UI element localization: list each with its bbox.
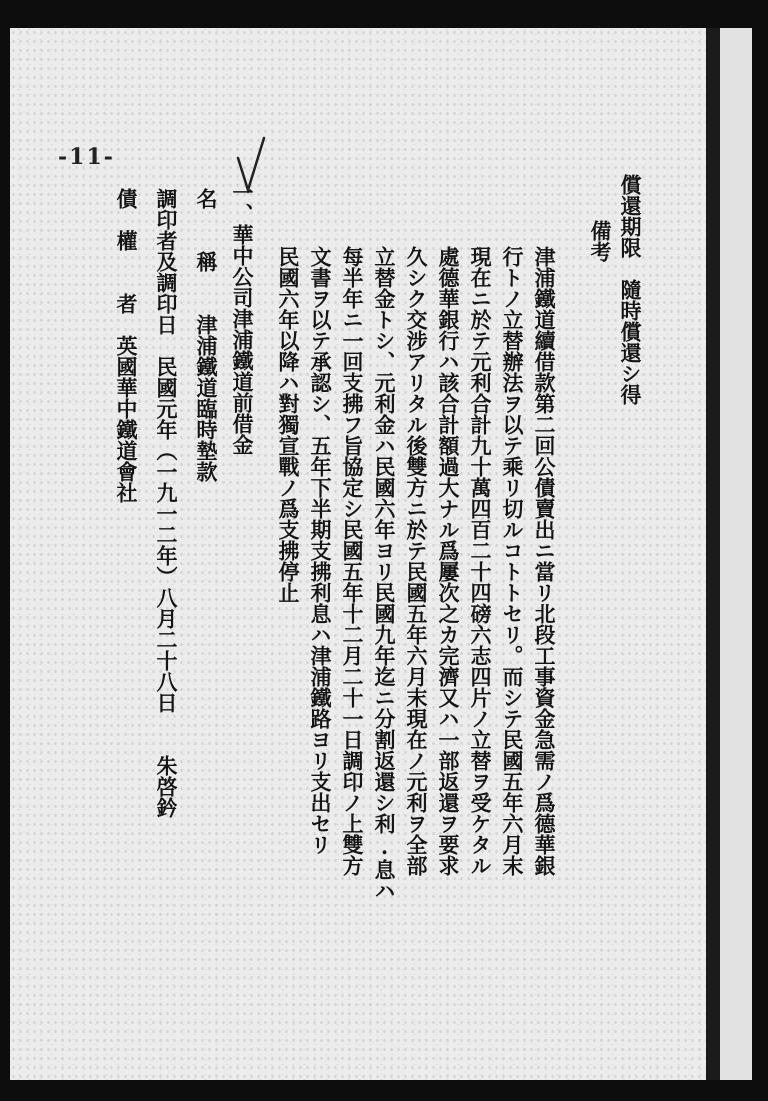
- name-line: 名 稱 津浦鐵道臨時墊款: [194, 188, 219, 482]
- signer-line: 調印者及調印日 民國元年（一九一二年）八月二十八日 朱啓鈐: [154, 188, 179, 818]
- remarks-line-3: 現在ニ於テ元利合計九十萬四百二十四磅六志四片ノ立替ヲ受ケタル: [468, 246, 493, 876]
- remarks-line-2: 行トノ立替辦法ヲ以テ乘リ切ルコトトセリ。而シテ民國五年六月末: [500, 246, 525, 876]
- remarks-heading: 備考: [588, 220, 613, 262]
- document-page: [10, 28, 752, 1080]
- remarks-line-8: 文書ヲ以テ承認シ、五年下半期支拂利息ハ津浦鐵路ヨリ支出セリ: [308, 246, 333, 855]
- page-number: -11-: [58, 144, 115, 170]
- remarks-line-6: 立替金トシ、元利金ハ民國六年ヨリ民國九年迄ニ分割返還シ利.息ハ: [372, 246, 397, 901]
- remarks-line-5: 久シク交涉アリタル後雙方ニ於テ民國五年六月末現在ノ元利ヲ全部: [404, 246, 429, 876]
- repayment-term-line: 償還期限 隨時償還シ得: [618, 174, 643, 405]
- remarks-line-9: 民國六年以降ハ對獨宣戰ノ爲支拂停止: [276, 246, 301, 603]
- binding-edge: [706, 28, 720, 1080]
- remarks-line-4: 處德華銀行ハ該合計額過大ナル爲屢次之カ完濟又ハ一部返還ヲ要求: [436, 246, 461, 876]
- remarks-line-1: 津浦鐵道續借款第二回公債賣出ニ當リ北段工事資金急需ノ爲德華銀: [532, 246, 557, 876]
- remarks-line-7: 每半年ニ一回支拂フ旨協定シ民國五年十二月二十一日調印ノ上雙方: [340, 246, 365, 876]
- creditor-line: 債 權 者 英國華中鐵道會社: [114, 188, 139, 503]
- page-margin: [720, 28, 752, 1080]
- item-title: 一、華中公司津浦鐵道前借金: [230, 182, 255, 455]
